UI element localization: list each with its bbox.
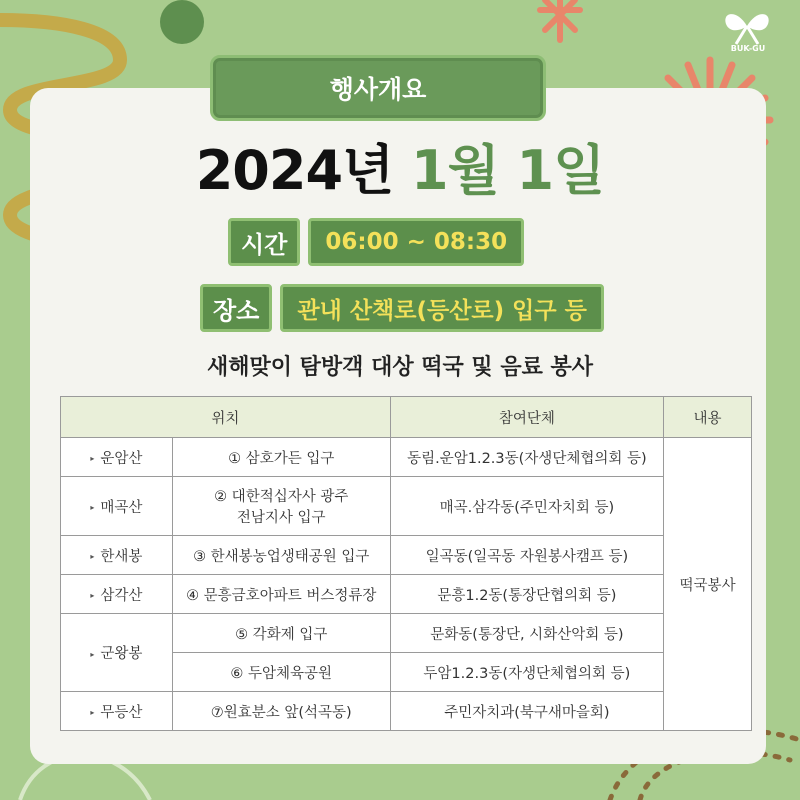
triangle-bullet-icon: ▸ [90, 552, 95, 561]
mountain-name: 매곡산 [100, 499, 143, 516]
triangle-bullet-icon: ▸ [90, 649, 95, 659]
schedule-table [60, 396, 752, 731]
location-cell: ① 삼호가든 입구 [172, 438, 390, 477]
content-cell: 떡국봉사 [664, 438, 752, 731]
location-cell: ⑦원효분소 앞(석곡동) [172, 692, 390, 731]
triangle-bullet-icon: ▸ [90, 454, 95, 463]
table-row [61, 614, 752, 653]
mountain-cell [61, 536, 173, 575]
event-month-day: 1월 1일 [411, 139, 605, 202]
group-cell: 두암1.2.3동(자생단체협의회 등) [390, 653, 663, 692]
header-location: 위치 [61, 397, 391, 438]
header-content: 내용 [664, 397, 752, 438]
group-cell: 매곡.삼각동(주민자치회 등) [390, 477, 663, 536]
mountain-cell [61, 438, 173, 477]
table-header-row [61, 397, 752, 438]
table-row [61, 692, 752, 731]
triangle-bullet-icon: ▸ [90, 591, 95, 600]
group-cell: 동림.운암1.2.3동(자생단체협의회 등) [390, 438, 663, 477]
group-cell: 문화동(통장단, 시화산악회 등) [390, 614, 663, 653]
group-cell: 일곡동(일곡동 자원봉사캠프 등) [390, 536, 663, 575]
logo-text: BUK-GU [730, 44, 766, 53]
mountain-cell [61, 575, 173, 614]
mountain-name: 삼각산 [100, 587, 143, 604]
location-cell [172, 477, 390, 536]
time-value: 06:00 ~ 08:30 [308, 218, 524, 266]
event-year: 2024년 [195, 139, 394, 202]
table-row [61, 477, 752, 536]
event-date [0, 128, 800, 205]
time-label: 시간 [228, 218, 300, 266]
triangle-bullet-icon: ▸ [90, 503, 95, 512]
mountain-name: 한새봉 [100, 548, 143, 565]
mountain-cell [61, 477, 173, 536]
location-cell: ③ 한새봉농업생태공원 입구 [172, 536, 390, 575]
location-cell: ⑥ 두암체육공원 [172, 653, 390, 692]
event-subtitle: 새해맞이 탐방객 대상 떡국 및 음료 봉사 [207, 355, 593, 380]
header-group: 참여단체 [390, 397, 663, 438]
mountain-name: 운암산 [100, 450, 143, 467]
dot-decoration [160, 0, 204, 44]
mountain-name: 무등산 [100, 704, 143, 721]
mountain-cell [61, 614, 173, 692]
table-row [61, 438, 752, 477]
event-overview-badge: 행사개요 [210, 55, 546, 121]
location-cell: ④ 문흥금호아파트 버스정류장 [172, 575, 390, 614]
group-cell: 주민자치과(북구새마을회) [390, 692, 663, 731]
time-row [228, 218, 524, 266]
location-cell: ⑤ 각화제 입구 [172, 614, 390, 653]
table-row [61, 575, 752, 614]
burst-decoration [540, 0, 580, 40]
place-label: 장소 [200, 284, 272, 332]
mountain-cell [61, 692, 173, 731]
group-cell: 문흥1.2동(통장단협의회 등) [390, 575, 663, 614]
table-row [61, 536, 752, 575]
triangle-bullet-icon: ▸ [90, 708, 95, 717]
place-row [200, 284, 604, 332]
mountain-name: 군왕봉 [100, 646, 143, 662]
location-text: ② 대한적십자사 광주전남지사 입구 [214, 489, 349, 526]
place-value: 관내 산책로(등산로) 입구 등 [280, 284, 603, 332]
